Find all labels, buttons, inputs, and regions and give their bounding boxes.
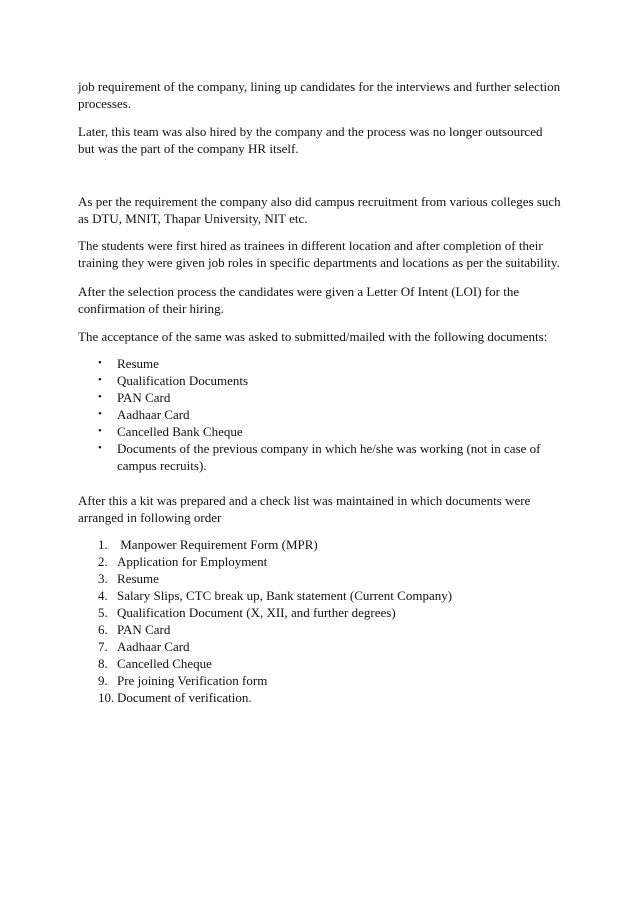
list-item-text: PAN Card [117,390,171,405]
list-item [78,621,562,638]
list-item-text: Qualification Documents [117,373,249,388]
paragraph-letter-of-intent: After the selection process the candidates were given a Letter Of Intent (LOI) for the confirmation of their hiring. [78,284,520,316]
list-item [78,655,562,672]
list-number: 2. [98,554,108,569]
list-item-text: Cancelled Bank Cheque [117,424,243,439]
list-number: 7. [98,639,108,654]
list-item-text: PAN Card [117,622,171,637]
paragraph-kit-checklist: After this a kit was prepared and a check list was maintained in which documents were arranged in following order [78,493,531,525]
list-item-text: Pre joining Verification form [117,673,268,688]
list-number: 4. [98,588,108,603]
list-item-text: Salary Slips, CTC break up, Bank statement (Current Company) [117,588,453,603]
checklist-numbered-list [78,536,562,706]
list-item [78,423,562,440]
list-item [78,440,562,474]
list-number: 9. [98,673,108,688]
list-number: 6. [98,622,108,637]
list-item-text: Manpower Requirement Form (MPR) [117,537,318,552]
list-item [78,689,562,706]
list-number: 3. [98,571,108,586]
list-item [78,355,562,372]
list-item-text: Documents of the previous company in which he/she was working (not in case of campus recruits). [117,441,541,473]
list-item [78,604,562,621]
list-number: 8. [98,656,108,671]
list-item [78,553,562,570]
bullet-marker: • [98,408,102,420]
paragraph-team-hired: Later, this team was also hired by the company and the process was no longer outsourced but was the part of the company HR itself. [78,124,543,156]
paragraph-acceptance-documents: The acceptance of the same was asked to submitted/mailed with the following documents: [78,329,548,344]
bullet-marker: • [98,391,102,403]
bullet-marker: • [98,442,102,454]
list-item [78,587,562,604]
list-item [78,570,562,587]
list-item-text: Aadhaar Card [117,639,190,654]
list-item [78,672,562,689]
list-item-text: Document of verification. [117,690,252,705]
bullet-marker: • [98,374,102,386]
list-item-text: Aadhaar Card [117,407,190,422]
list-item-text: Qualification Document (X, XII, and further degrees) [117,605,396,620]
paragraph-job-requirement: job requirement of the company, lining up candidates for the interviews and further selection processes. [78,79,561,111]
list-number: 10. [98,690,115,705]
list-item-text: Application for Employment [117,554,268,569]
bullet-marker: • [98,425,102,437]
list-number: 1. [98,537,108,552]
list-item-text: Resume [117,571,159,586]
list-item [78,638,562,655]
paragraph-campus-recruitment: As per the requirement the company also did campus recruitment from various colleges such as DTU, MNIT, Thapar University, NIT etc. [78,194,561,226]
list-item-text: Resume [117,356,159,371]
bullet-marker: • [98,357,102,369]
documents-bullet-list [78,355,562,474]
list-item [78,536,562,553]
paragraph-trainees: The students were first hired as trainees in different location and after completion of their training they were given job roles in specific departments and locations as per the suitability. [78,238,560,270]
list-item [78,389,562,406]
list-number: 5. [98,605,108,620]
list-item [78,406,562,423]
list-item-text: Cancelled Cheque [117,656,212,671]
list-item [78,372,562,389]
